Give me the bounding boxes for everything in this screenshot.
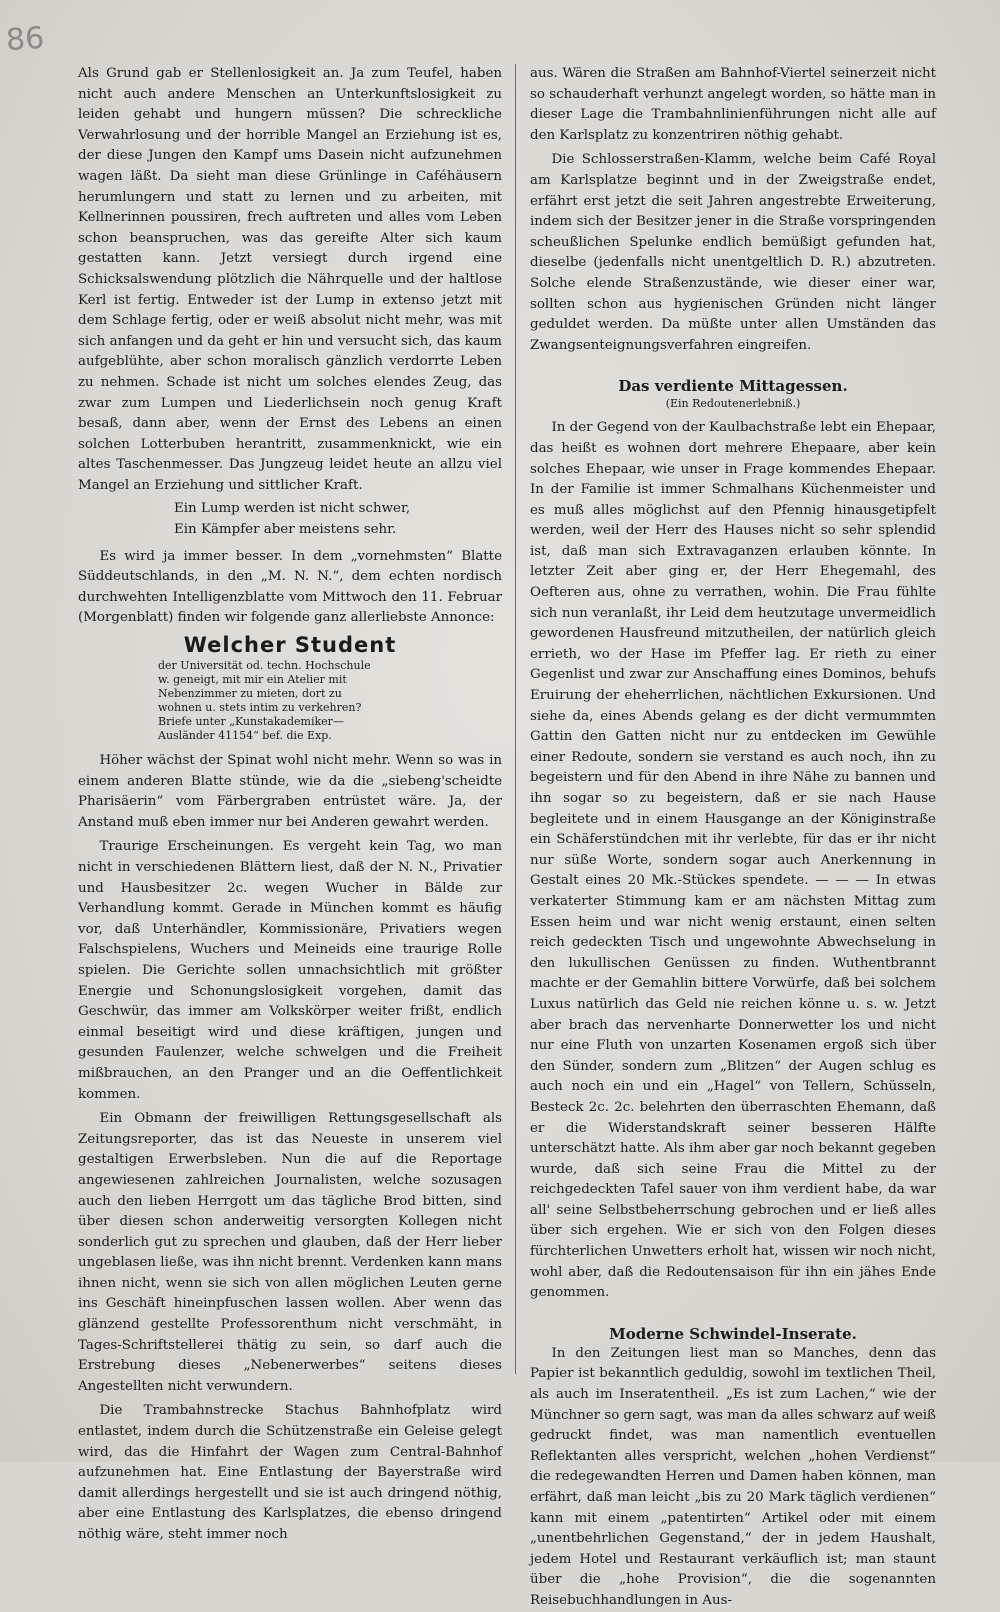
paragraph-stellenlosigkeit: Als Grund gab er Stellenlosigkeit an. Ja zum Teufel, haben nicht auch andere Menschen an Unterkunftslosigkeit zu leiden gehabt und hungern müssen? Die schreckliche Verwahrlosung und der horrible Mangel an Erziehung ist es, der diese Jungen den Kampf ums Dasein nicht aufzunehmen wagen läßt. Da sieht man diese Grünlinge in Caféhäusern herumlungern und statt zu lernen und zu arbeiten, mit Kellnerinnen poussiren, frech auftreten und alles vom Leben schon beanspruchen, was das gereifte Alter sich kaum gestatten kann. Jetzt versiegt durch irgend eine Schicksalswendung plötzlich die Nährquelle und der haltlose Kerl ist fertig. Entweder ist der Lump in extenso jetzt mit dem Schlage fertig, oder er weiß absolut nicht mehr, was mit sich anfangen und da geht er hin und versucht sich, das kaum aufgeblühte, aber schon moralisch gänzlich verdorrte Leben zu nehmen. Schade ist nicht um solches elendes Zeug, das zwar zum Lumpen und Liederlichsein noch genug Kraft besaß, dann aber, wenn der Ernst des Lebens an einen solchen Lotterbuben herantritt, zusammenknickt, wie ein altes Taschenmesser. Das Jungzeug leidet heute an allzu viel Mangel an Erziehung und sittlicher Kraft. bbox=[78, 66, 502, 493]
article-heading-schwindel-inserate: Moderne Schwindel-Inserate. bbox=[609, 1324, 857, 1343]
paragraph-trambahnstrecke: Die Trambahnstrecke Stachus Bahnhofplatz wird entlastet, indem durch die Schützenstraße ein Geleise gelegt wird, das die Hinfahrt der Wagen zum Central-Bahnhof aufzunehmen hat. Eine Entlastung der Bayerstraße wird damit allerdings hergestellt und sie ist auch dringend nöthig, aber eine Entlastung des Karlsplatzes, die ebenso dringend nöthig wäre, steht immer noch bbox=[78, 1403, 502, 1542]
paragraph-schlosserstrasse: Die Schlosserstraßen-Klamm, welche beim Café Royal am Karlsplatze beginnt und in der Zweigstraße endet, erfährt erst jetzt die seit Jahren angestrebte Erweiterung, indem sich der Besitzer jener in die Straße vorspringenden scheußlichen Spelunke endlich bemüßigt gefunden hat, dieselbe (jedenfalls nicht unentgeltlich D. R.) abzutreten. Solche elende Straßenzustände, wie dieser einer war, sollten schon aus hygienischen Gründen nicht länger geduldet werden. Da müßte unter allen Umständen das Zwangsenteignungsverfahren eingreifen. bbox=[530, 152, 936, 353]
article-subheading-redoute: (Ein Redoutenerlebniß.) bbox=[665, 397, 801, 411]
paragraph-bahnhof-viertel: aus. Wären die Straßen am Bahnhof-Viertel seinerzeit nicht so schauderhaft verhunzt angelegt worden, so hätte man in dieser Lage die Trambahnlinienführungen nicht alle auf den Karlsplatz zu konzentriren nöthig gehabt. bbox=[530, 66, 936, 143]
paragraph-zeitungen: In den Zeitungen liest man so Manches, denn das Papier ist bekanntlich geduldig, sowohl im textlichen Theil, als auch im Inseratentheil. „Es ist zum Lachen,“ wie der Münchner so gern sagt, was man da alles schwarz auf weiß gedruckt findet, was man namentlich eventuellen Reflektanten alles verspricht, welchen „hohen Verdienst“ die redegewandten Herren und Damen haben können, man erfährt, daß man leicht „bis zu 20 Mark täglich verdienen“ kann mit einem „patentirten“ Artikel oder mit einem „unentbehrlichen Gegenstand,“ der in jedem Haushalt, jedem Hotel und Restaurant verkäuflich ist; man staunt über die „hohe Provision“, die die sogenannten Reisebuchhandlungen in Aus- bbox=[530, 1345, 936, 1608]
verse-line-1: Ein Lump werden ist nicht schwer, bbox=[174, 501, 411, 517]
right-column bbox=[530, 64, 936, 1612]
ad-title: Welcher Student bbox=[183, 633, 397, 658]
article-heading-mittagessen: Das verdiente Mittagessen. bbox=[618, 377, 848, 396]
left-column bbox=[78, 64, 502, 1546]
verse-line-2: Ein Kämpfer aber meistens sehr. bbox=[174, 522, 397, 538]
paragraph-traurige-erscheinungen: Traurige Erscheinungen. Es vergeht kein Tag, wo man nicht in verschiedenen Blättern liest, daß der N. N., Privatier und Hausbesitzer 2c. wegen Wucher in Bälde zur Verhandlung kommt. Gerade in München kommt es häufig vor, daß Unterhändler, Kommissionäre, Privatiers wegen Falschspielens, Wuchers und Meineids eine traurige Rolle spielen. Die Gerichte sollen unnachsichtlich mit größter Energie und Schonungslosigkeit vorgehen, damit das Geschwür, das immer am Volkskörper weiter frißt, endlich einmal beseitigt wird und diese kräftigen, jungen und gesunden Faulenzer, welche schwelgen und die Freiheit mißbrauchen, an den Pranger und an die Oeffentlichkeit kommen. bbox=[78, 839, 502, 1102]
paragraph-obmann: Ein Obmann der freiwilligen Rettungsgesellschaft als Zeitungsreporter, das ist das Neueste in unserem viel gestaltigen Erwerbsleben. Nun die auf die Reportage angewiesenen zahlreichen Journalisten, welche sozusagen auch den lieben Herrgott um das tägliche Brod bitten, sind über diesen schon anderweitig versorgten Kollegen nicht sonderlich gut zu sprechen und glauben, daß der Herr lieber ungeblasen ließe, was ihn nicht brennt. Verdenken kann mans ihnen nicht, wenn sie sich von allen möglichen Leuten gerne ins Geschäft hineinpfuschen lassen wollen. Aber wenn das glänzend gestellte Professorenthum nicht verschmäht, in Tages-Schriftstellerei thätig zu sein, so darf auch die Erstrebung dieses „Nebenerwerbes“ seitens dieses Angestellten nicht verwundern. bbox=[78, 1111, 502, 1394]
verse bbox=[174, 499, 502, 540]
paragraph-spinat: Höher wächst der Spinat wohl nicht mehr. Wenn so was in einem anderen Blatte stünde, wie da die „siebeng'scheidte Pharisäerin“ vom Färbergraben entrüstet wäre. Ja, der Anstand muß eben immer nur bei Anderen gewahrt werden. bbox=[78, 753, 502, 830]
ad-body: der Universität od. techn. Hochschule w. geneigt, mit mir ein Atelier mit Nebenzimmer zu mieten, dort zu wohnen u. stets intim zu verkehren? Briefe unter „Kunstakademiker—Ausländer 41154“ bef. die Exp. bbox=[158, 659, 371, 743]
paragraph-ehepaar: In der Gegend von der Kaulbachstraße lebt ein Ehepaar, das heißt es wohnen dort mehrere Ehepaare, aber kein solches Ehepaar, wie unser in Frage kommendes Ehepaar. In der Familie ist immer Schmalhans Küchenmeister und es muß alles möglichst auf den Pfennig hinausgetipfelt werden, weil der Herr des Hauses nicht so sehr splendid ist, daß man sich Extravaganzen erlauben könnte. In letzter Zeit aber ging er, der Herr Ehegemahl, des Oefteren aus, ohne zu verrathen, wohin. Die Frau fühlte sich nun veranlaßt, ihr Leid dem heutzutage unvermeidlich gewordenen Hausfreund mitzutheilen, der natürlich gleich errieth, wo der Hase im Pfeffer lag. Er rieth zu einer Gegenlist und zwar zur Anschaffung eines Dominos, behufs Eruirung der eheherrlichen, nächtlichen Exkursionen. Und siehe da, eines Abends gelang es der dicht vermummten Gattin den Gatten nicht nur zu entdecken im Gewühle einer Redoute, sondern sie verstand es auch noch, ihn zu begeistern und für den Abend in ihre Nähe zu bannen und ihn sogar so zu begeistern, daß er sie nach Hause begleitete und in einem Hausgange an der Königinstraße ein Schäferstündchen mit ihr verlebte, für das er ihr nicht nur süße Worte, sondern sogar auch Anerkennung in Gestalt eines 20 Mk.-Stückes spendete. — — — In etwas verkaterter Stimmung kam er am nächsten Mittag zum Essen heim und war nicht wenig erstaunt, einen selten reich gedeckten Tisch und ungewohnte Abwechselung in den lukullischen Genüssen zu finden. Wuthentbrannt machte er der Gemahlin bittere Vorwürfe, daß bei solchem Luxus natürlich das Geld nie reichen könne u. s. w. Jetzt aber brach das nervenharte Donnerwetter los und nicht nur eine Fluth von unzarten Kosenamen ergoß sich über den Sünder, sondern zum „Blitzen“ der Augen schlug es auch noch ein und ein „Hagel“ von Tellern, Schüsseln, Besteck 2c. 2c. belehrten den überraschten Ehemann, daß er die Widerstandskraft seiner besseren Hälfte unterschätzt hatte. Als ihm aber gar noch bekannt gegeben wurde, daß sich seine Frau die Mittel zu der reichgedeckten Tafel sauer von ihm verdient habe, da war all' seine Selbstbeherrschung gebrochen und er ließ alles über sich ergehen. Wie er sich von den Folgen dieses fürchterlichen Unwetters erholt hat, wissen wir noch nicht, wohl aber, daß die Redoutensaison für ihn ein jähes Ende genommen. bbox=[530, 420, 936, 1301]
column-divider bbox=[515, 64, 516, 1374]
paragraph-annonce-intro: Es wird ja immer besser. In dem „vornehmsten“ Blatte Süddeutschlands, in den „M. N. N.“, dem echten nordisch durchwehten Intelligenzblatte vom Mittwoch den 11. Februar (Morgenblatt) finden wir folgende ganz allerliebste Annonce: bbox=[78, 548, 502, 626]
handwritten-page-number: 86 bbox=[4, 20, 46, 59]
